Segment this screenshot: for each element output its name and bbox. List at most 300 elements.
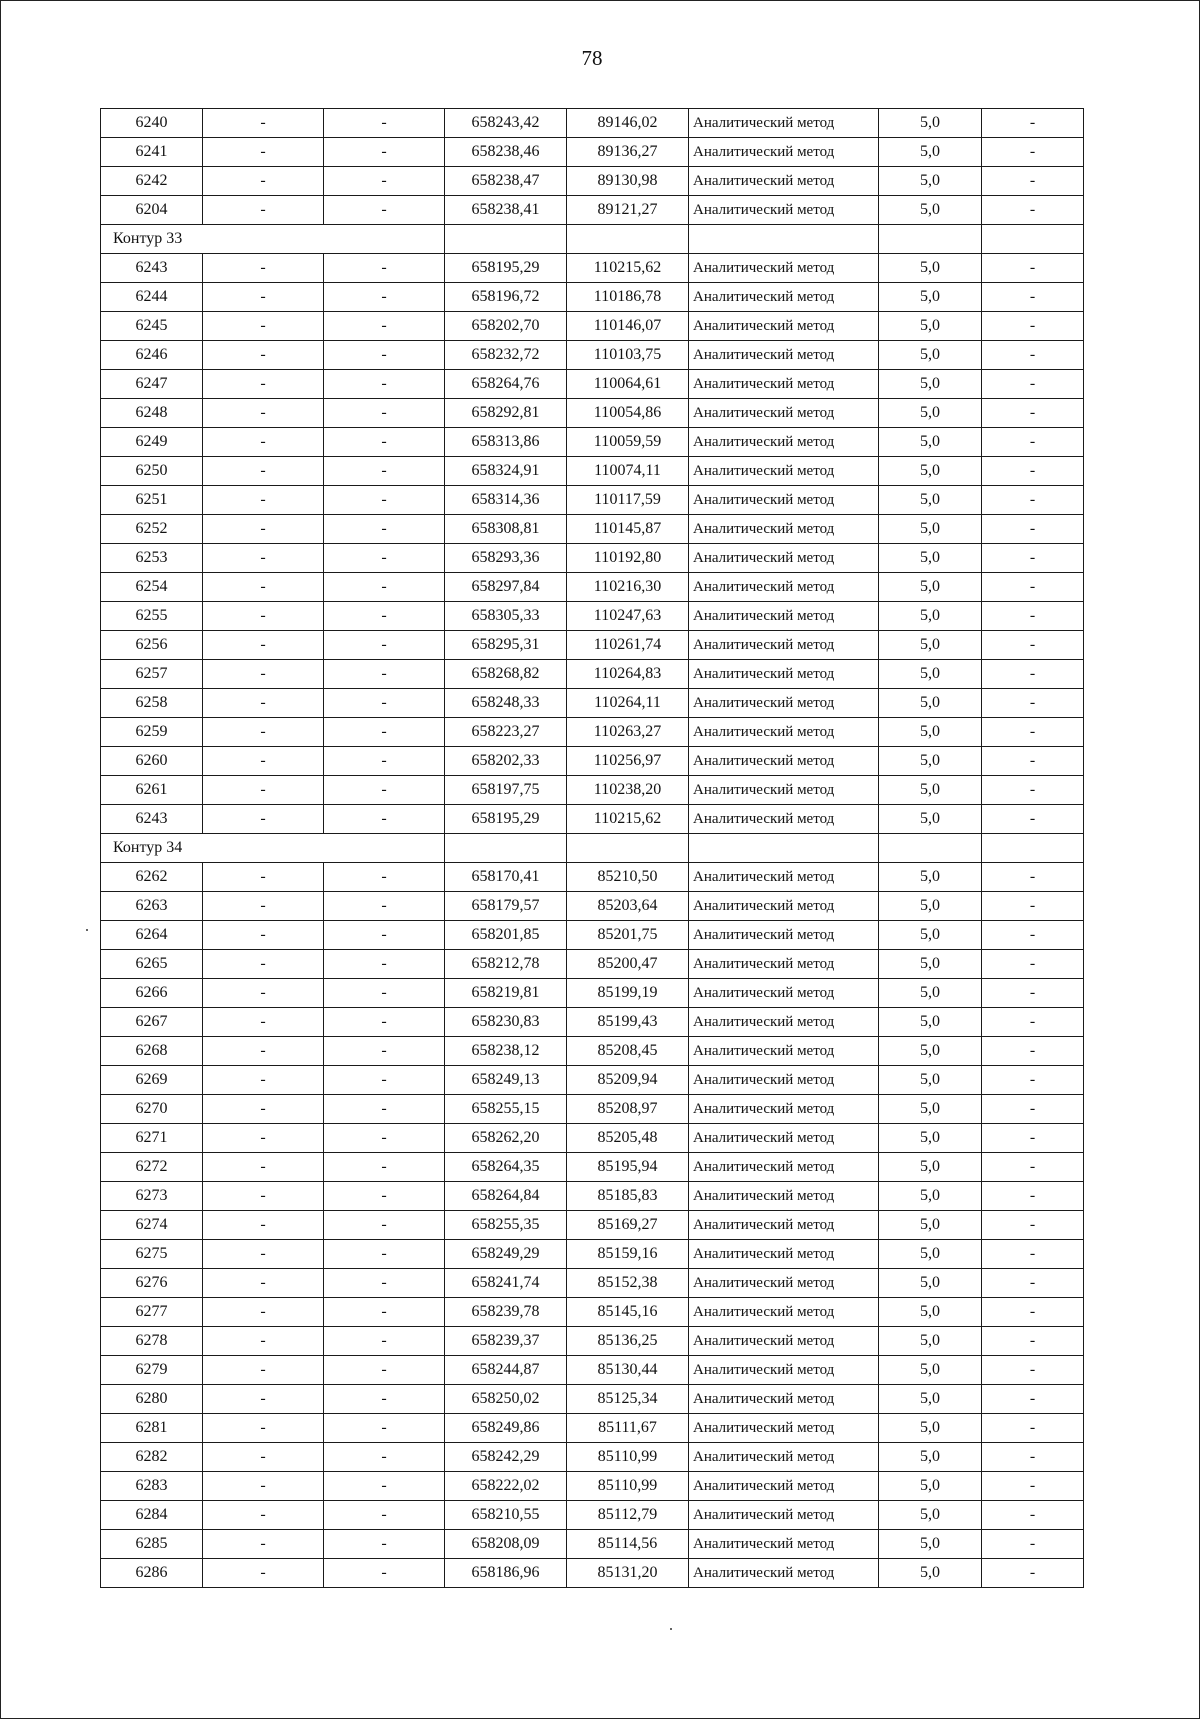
dash-cell: -: [203, 718, 324, 747]
dash-cell: -: [324, 544, 445, 573]
dash-cell: -: [324, 1501, 445, 1530]
contour-header-row: [101, 225, 1084, 254]
dash-cell: -: [982, 1240, 1084, 1269]
dash-cell: -: [982, 1443, 1084, 1472]
dash-cell: -: [203, 1472, 324, 1501]
table-row: [101, 341, 1084, 370]
method-cell: Аналитический метод: [689, 167, 879, 196]
table-row: [101, 428, 1084, 457]
dash-cell: -: [324, 602, 445, 631]
point-number-cell: 6267: [101, 1008, 203, 1037]
y-coordinate-cell: 110186,78: [567, 283, 689, 312]
accuracy-cell: 5,0: [879, 1559, 982, 1588]
dash-cell: -: [203, 1124, 324, 1153]
table-row: [101, 631, 1084, 660]
method-cell: Аналитический метод: [689, 1298, 879, 1327]
table-row: [101, 167, 1084, 196]
table-row: [101, 1414, 1084, 1443]
dash-cell: -: [324, 515, 445, 544]
method-cell: Аналитический метод: [689, 1327, 879, 1356]
dash-cell: -: [982, 805, 1084, 834]
accuracy-cell: 5,0: [879, 1327, 982, 1356]
x-coordinate-cell: 658239,37: [445, 1327, 567, 1356]
accuracy-cell: 5,0: [879, 428, 982, 457]
dash-cell: -: [324, 341, 445, 370]
accuracy-cell: 5,0: [879, 370, 982, 399]
method-cell: Аналитический метод: [689, 921, 879, 950]
dash-cell: -: [324, 805, 445, 834]
table-row: [101, 602, 1084, 631]
accuracy-cell: 5,0: [879, 776, 982, 805]
point-number-cell: 6282: [101, 1443, 203, 1472]
x-coordinate-cell: 658202,70: [445, 312, 567, 341]
point-number-cell: 6262: [101, 863, 203, 892]
x-coordinate-cell: 658210,55: [445, 1501, 567, 1530]
dash-cell: -: [324, 167, 445, 196]
method-cell: Аналитический метод: [689, 486, 879, 515]
dash-cell: -: [203, 1385, 324, 1414]
table-row: [101, 1501, 1084, 1530]
method-cell: Аналитический метод: [689, 283, 879, 312]
empty-cell: [689, 225, 879, 254]
dash-cell: -: [324, 1385, 445, 1414]
x-coordinate-cell: 658242,29: [445, 1443, 567, 1472]
method-cell: Аналитический метод: [689, 1443, 879, 1472]
dash-cell: -: [324, 1182, 445, 1211]
dash-cell: -: [324, 1095, 445, 1124]
method-cell: Аналитический метод: [689, 1124, 879, 1153]
empty-cell: [567, 225, 689, 254]
dash-cell: -: [982, 1037, 1084, 1066]
dash-cell: -: [982, 544, 1084, 573]
dash-cell: -: [982, 1269, 1084, 1298]
point-number-cell: 6253: [101, 544, 203, 573]
dash-cell: -: [982, 138, 1084, 167]
dash-cell: -: [324, 1211, 445, 1240]
dash-cell: -: [324, 1356, 445, 1385]
dash-cell: -: [324, 1153, 445, 1182]
dash-cell: -: [982, 428, 1084, 457]
table-row: [101, 1095, 1084, 1124]
y-coordinate-cell: 110264,83: [567, 660, 689, 689]
accuracy-cell: 5,0: [879, 1356, 982, 1385]
contour-header-row: [101, 834, 1084, 863]
y-coordinate-cell: 85201,75: [567, 921, 689, 950]
table-row: [101, 1240, 1084, 1269]
x-coordinate-cell: 658202,33: [445, 747, 567, 776]
point-number-cell: 6277: [101, 1298, 203, 1327]
y-coordinate-cell: 110074,11: [567, 457, 689, 486]
dash-cell: -: [982, 718, 1084, 747]
dash-cell: -: [982, 892, 1084, 921]
dash-cell: -: [324, 1124, 445, 1153]
method-cell: Аналитический метод: [689, 718, 879, 747]
table-row: [101, 138, 1084, 167]
dash-cell: -: [982, 1066, 1084, 1095]
table-row: [101, 312, 1084, 341]
x-coordinate-cell: 658197,75: [445, 776, 567, 805]
y-coordinate-cell: 85210,50: [567, 863, 689, 892]
dash-cell: -: [203, 1327, 324, 1356]
point-number-cell: 6273: [101, 1182, 203, 1211]
point-number-cell: 6254: [101, 573, 203, 602]
y-coordinate-cell: 85159,16: [567, 1240, 689, 1269]
dash-cell: -: [982, 950, 1084, 979]
y-coordinate-cell: 85131,20: [567, 1559, 689, 1588]
accuracy-cell: 5,0: [879, 1298, 982, 1327]
accuracy-cell: 5,0: [879, 805, 982, 834]
table-row: [101, 573, 1084, 602]
dash-cell: -: [982, 1298, 1084, 1327]
accuracy-cell: 5,0: [879, 979, 982, 1008]
y-coordinate-cell: 110145,87: [567, 515, 689, 544]
x-coordinate-cell: 658212,78: [445, 950, 567, 979]
dash-cell: -: [324, 196, 445, 225]
accuracy-cell: 5,0: [879, 1501, 982, 1530]
method-cell: Аналитический метод: [689, 1240, 879, 1269]
y-coordinate-cell: 85110,99: [567, 1472, 689, 1501]
dash-cell: -: [982, 921, 1084, 950]
accuracy-cell: 5,0: [879, 863, 982, 892]
accuracy-cell: 5,0: [879, 138, 982, 167]
dash-cell: -: [324, 399, 445, 428]
page-number: 78: [581, 46, 603, 70]
y-coordinate-cell: 110064,61: [567, 370, 689, 399]
dash-cell: -: [982, 196, 1084, 225]
accuracy-cell: 5,0: [879, 1182, 982, 1211]
dash-cell: -: [324, 428, 445, 457]
dash-cell: -: [324, 370, 445, 399]
table-row: [101, 1472, 1084, 1501]
dash-cell: -: [203, 1153, 324, 1182]
method-cell: Аналитический метод: [689, 254, 879, 283]
x-coordinate-cell: 658262,20: [445, 1124, 567, 1153]
method-cell: Аналитический метод: [689, 1095, 879, 1124]
point-number-cell: 6251: [101, 486, 203, 515]
accuracy-cell: 5,0: [879, 1211, 982, 1240]
y-coordinate-cell: 110059,59: [567, 428, 689, 457]
dash-cell: -: [203, 1559, 324, 1588]
empty-cell: [982, 834, 1084, 863]
dash-cell: -: [324, 1327, 445, 1356]
y-coordinate-cell: 89136,27: [567, 138, 689, 167]
table-row: [101, 805, 1084, 834]
dash-cell: -: [982, 399, 1084, 428]
point-number-cell: 6242: [101, 167, 203, 196]
method-cell: Аналитический метод: [689, 341, 879, 370]
accuracy-cell: 5,0: [879, 660, 982, 689]
dash-cell: -: [982, 863, 1084, 892]
y-coordinate-cell: 85200,47: [567, 950, 689, 979]
dash-cell: -: [324, 689, 445, 718]
y-coordinate-cell: 85112,79: [567, 1501, 689, 1530]
x-coordinate-cell: 658249,13: [445, 1066, 567, 1095]
point-number-cell: 6256: [101, 631, 203, 660]
x-coordinate-cell: 658305,33: [445, 602, 567, 631]
accuracy-cell: 5,0: [879, 631, 982, 660]
dash-cell: -: [982, 515, 1084, 544]
accuracy-cell: 5,0: [879, 254, 982, 283]
dash-cell: -: [203, 399, 324, 428]
dash-cell: -: [982, 1124, 1084, 1153]
point-number-cell: 6240: [101, 109, 203, 138]
table-row: [101, 979, 1084, 1008]
table-row: [101, 1385, 1084, 1414]
table-row: [101, 283, 1084, 312]
x-coordinate-cell: 658255,15: [445, 1095, 567, 1124]
table-row: [101, 1124, 1084, 1153]
point-number-cell: 6280: [101, 1385, 203, 1414]
dash-cell: -: [203, 1037, 324, 1066]
y-coordinate-cell: 85111,67: [567, 1414, 689, 1443]
point-number-cell: 6204: [101, 196, 203, 225]
y-coordinate-cell: 85203,64: [567, 892, 689, 921]
dash-cell: -: [324, 1472, 445, 1501]
point-number-cell: 6261: [101, 776, 203, 805]
y-coordinate-cell: 85209,94: [567, 1066, 689, 1095]
dash-cell: -: [982, 312, 1084, 341]
y-coordinate-cell: 110117,59: [567, 486, 689, 515]
dash-cell: -: [324, 1443, 445, 1472]
y-coordinate-cell: 85114,56: [567, 1530, 689, 1559]
dash-cell: -: [982, 776, 1084, 805]
accuracy-cell: 5,0: [879, 1037, 982, 1066]
accuracy-cell: 5,0: [879, 950, 982, 979]
point-number-cell: 6284: [101, 1501, 203, 1530]
dash-cell: -: [203, 1240, 324, 1269]
method-cell: Аналитический метод: [689, 776, 879, 805]
x-coordinate-cell: 658238,12: [445, 1037, 567, 1066]
method-cell: Аналитический метод: [689, 1414, 879, 1443]
method-cell: Аналитический метод: [689, 573, 879, 602]
point-number-cell: 6250: [101, 457, 203, 486]
dash-cell: -: [324, 660, 445, 689]
dash-cell: -: [982, 1008, 1084, 1037]
empty-cell: [567, 834, 689, 863]
accuracy-cell: 5,0: [879, 544, 982, 573]
point-number-cell: 6269: [101, 1066, 203, 1095]
accuracy-cell: 5,0: [879, 1008, 982, 1037]
dash-cell: -: [982, 283, 1084, 312]
dash-cell: -: [203, 428, 324, 457]
dash-cell: -: [203, 573, 324, 602]
table-row: [101, 660, 1084, 689]
x-coordinate-cell: 658293,36: [445, 544, 567, 573]
x-coordinate-cell: 658314,36: [445, 486, 567, 515]
table-row: [101, 1211, 1084, 1240]
x-coordinate-cell: 658230,83: [445, 1008, 567, 1037]
dash-cell: -: [324, 1240, 445, 1269]
method-cell: Аналитический метод: [689, 1182, 879, 1211]
dash-cell: -: [203, 776, 324, 805]
dash-cell: -: [203, 1211, 324, 1240]
table-row: [101, 370, 1084, 399]
accuracy-cell: 5,0: [879, 921, 982, 950]
dash-cell: -: [203, 1414, 324, 1443]
method-cell: Аналитический метод: [689, 1037, 879, 1066]
dash-cell: -: [982, 1385, 1084, 1414]
table-row: [101, 1008, 1084, 1037]
dash-cell: -: [324, 312, 445, 341]
method-cell: Аналитический метод: [689, 1530, 879, 1559]
accuracy-cell: 5,0: [879, 1124, 982, 1153]
point-number-cell: 6247: [101, 370, 203, 399]
method-cell: Аналитический метод: [689, 863, 879, 892]
y-coordinate-cell: 110256,97: [567, 747, 689, 776]
x-coordinate-cell: 658292,81: [445, 399, 567, 428]
dash-cell: -: [203, 1269, 324, 1298]
dash-cell: -: [203, 805, 324, 834]
y-coordinate-cell: 85205,48: [567, 1124, 689, 1153]
x-coordinate-cell: 658195,29: [445, 805, 567, 834]
table-row: [101, 1327, 1084, 1356]
scan-speck: [670, 1628, 672, 1630]
dash-cell: -: [324, 283, 445, 312]
dash-cell: -: [982, 1501, 1084, 1530]
dash-cell: -: [324, 486, 445, 515]
scan-speck: [86, 929, 88, 931]
dash-cell: -: [982, 689, 1084, 718]
point-number-cell: 6285: [101, 1530, 203, 1559]
method-cell: Аналитический метод: [689, 457, 879, 486]
table-row: [101, 1153, 1084, 1182]
accuracy-cell: 5,0: [879, 341, 982, 370]
x-coordinate-cell: 658238,47: [445, 167, 567, 196]
accuracy-cell: 5,0: [879, 1269, 982, 1298]
table-row: [101, 1182, 1084, 1211]
y-coordinate-cell: 110247,63: [567, 602, 689, 631]
dash-cell: -: [324, 1008, 445, 1037]
point-number-cell: 6263: [101, 892, 203, 921]
x-coordinate-cell: 658255,35: [445, 1211, 567, 1240]
dash-cell: -: [324, 109, 445, 138]
point-number-cell: 6244: [101, 283, 203, 312]
x-coordinate-cell: 658249,86: [445, 1414, 567, 1443]
method-cell: Аналитический метод: [689, 1153, 879, 1182]
table-row: [101, 1356, 1084, 1385]
x-coordinate-cell: 658179,57: [445, 892, 567, 921]
accuracy-cell: 5,0: [879, 1095, 982, 1124]
dash-cell: -: [324, 776, 445, 805]
x-coordinate-cell: 658241,74: [445, 1269, 567, 1298]
point-number-cell: 6271: [101, 1124, 203, 1153]
dash-cell: -: [982, 747, 1084, 776]
y-coordinate-cell: 110238,20: [567, 776, 689, 805]
point-number-cell: 6276: [101, 1269, 203, 1298]
y-coordinate-cell: 110261,74: [567, 631, 689, 660]
accuracy-cell: 5,0: [879, 109, 982, 138]
table-row: [101, 718, 1084, 747]
method-cell: Аналитический метод: [689, 1269, 879, 1298]
method-cell: Аналитический метод: [689, 138, 879, 167]
dash-cell: -: [982, 167, 1084, 196]
point-number-cell: 6275: [101, 1240, 203, 1269]
dash-cell: -: [324, 863, 445, 892]
dash-cell: -: [982, 370, 1084, 399]
empty-cell: [445, 834, 567, 863]
point-number-cell: 6268: [101, 1037, 203, 1066]
empty-cell: [445, 225, 567, 254]
point-number-cell: 6243: [101, 254, 203, 283]
dash-cell: -: [203, 312, 324, 341]
y-coordinate-cell: 110103,75: [567, 341, 689, 370]
dash-cell: -: [982, 341, 1084, 370]
dash-cell: -: [324, 1298, 445, 1327]
table-row: [101, 776, 1084, 805]
dash-cell: -: [982, 602, 1084, 631]
point-number-cell: 6248: [101, 399, 203, 428]
dash-cell: -: [203, 254, 324, 283]
table-row: [101, 1443, 1084, 1472]
accuracy-cell: 5,0: [879, 689, 982, 718]
dash-cell: -: [203, 283, 324, 312]
x-coordinate-cell: 658244,87: [445, 1356, 567, 1385]
dash-cell: -: [982, 1559, 1084, 1588]
dash-cell: -: [203, 689, 324, 718]
accuracy-cell: 5,0: [879, 515, 982, 544]
table-row: [101, 950, 1084, 979]
dash-cell: -: [203, 486, 324, 515]
x-coordinate-cell: 658201,85: [445, 921, 567, 950]
method-cell: Аналитический метод: [689, 892, 879, 921]
dash-cell: -: [982, 1211, 1084, 1240]
point-number-cell: 6278: [101, 1327, 203, 1356]
y-coordinate-cell: 85169,27: [567, 1211, 689, 1240]
point-number-cell: 6255: [101, 602, 203, 631]
x-coordinate-cell: 658308,81: [445, 515, 567, 544]
dash-cell: -: [203, 457, 324, 486]
point-number-cell: 6264: [101, 921, 203, 950]
point-number-cell: 6241: [101, 138, 203, 167]
point-number-cell: 6286: [101, 1559, 203, 1588]
table-row: [101, 747, 1084, 776]
dash-cell: -: [203, 863, 324, 892]
dash-cell: -: [324, 1037, 445, 1066]
y-coordinate-cell: 85208,45: [567, 1037, 689, 1066]
table-row: [101, 544, 1084, 573]
x-coordinate-cell: 658250,02: [445, 1385, 567, 1414]
dash-cell: -: [982, 457, 1084, 486]
dash-cell: -: [982, 1530, 1084, 1559]
point-number-cell: 6283: [101, 1472, 203, 1501]
table-row: [101, 515, 1084, 544]
y-coordinate-cell: 85152,38: [567, 1269, 689, 1298]
dash-cell: -: [982, 1356, 1084, 1385]
accuracy-cell: 5,0: [879, 1530, 982, 1559]
y-coordinate-cell: 85110,99: [567, 1443, 689, 1472]
dash-cell: -: [324, 1066, 445, 1095]
y-coordinate-cell: 85185,83: [567, 1182, 689, 1211]
method-cell: Аналитический метод: [689, 196, 879, 225]
x-coordinate-cell: 658268,82: [445, 660, 567, 689]
table-row: [101, 1559, 1084, 1588]
method-cell: Аналитический метод: [689, 602, 879, 631]
dash-cell: -: [203, 1066, 324, 1095]
dash-cell: -: [324, 1530, 445, 1559]
accuracy-cell: 5,0: [879, 312, 982, 341]
dash-cell: -: [982, 979, 1084, 1008]
dash-cell: -: [203, 1356, 324, 1385]
dash-cell: -: [203, 747, 324, 776]
y-coordinate-cell: 85199,19: [567, 979, 689, 1008]
y-coordinate-cell: 89146,02: [567, 109, 689, 138]
method-cell: Аналитический метод: [689, 1008, 879, 1037]
point-number-cell: 6246: [101, 341, 203, 370]
method-cell: Аналитический метод: [689, 428, 879, 457]
dash-cell: -: [203, 196, 324, 225]
accuracy-cell: 5,0: [879, 747, 982, 776]
table-row: [101, 892, 1084, 921]
